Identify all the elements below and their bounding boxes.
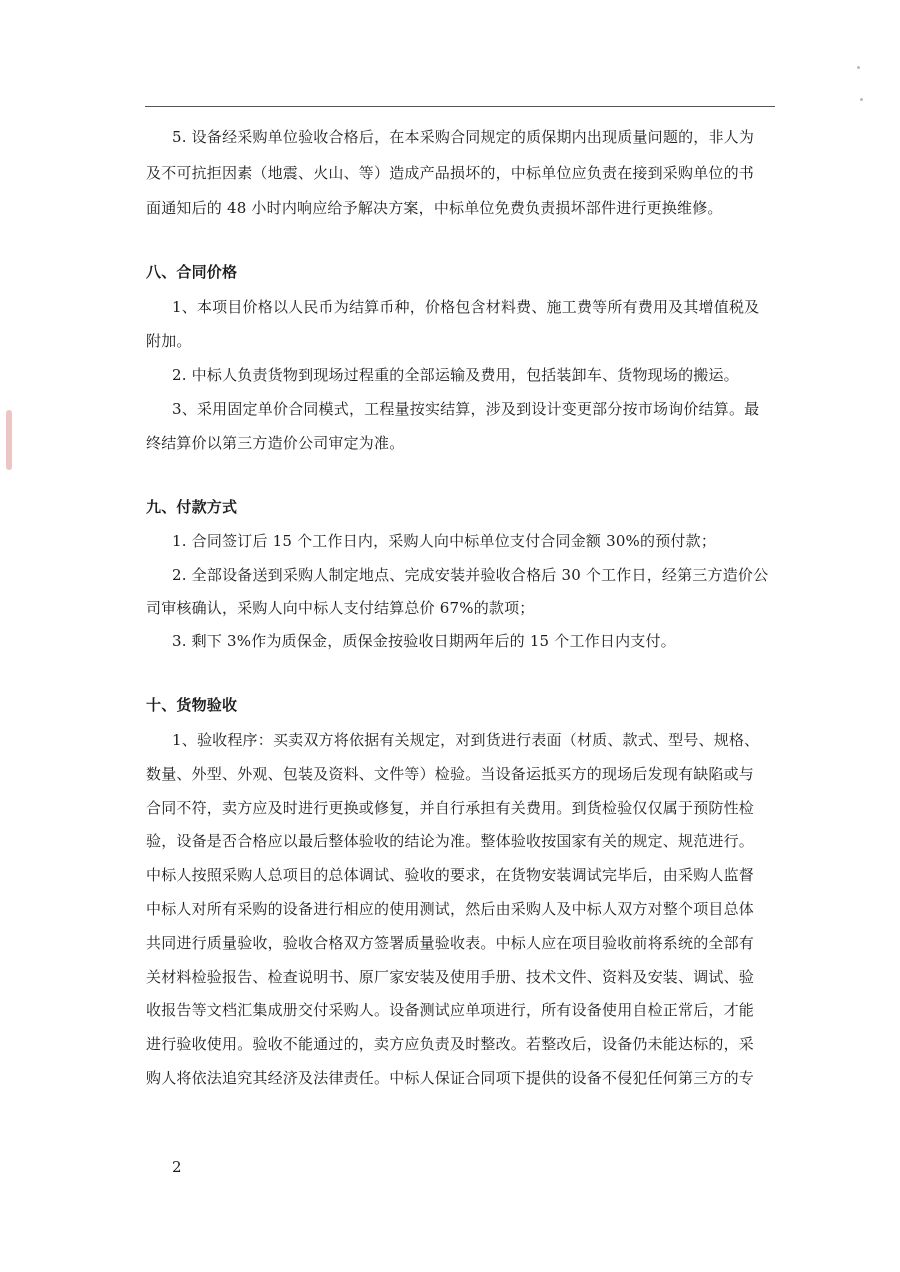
paragraph-line: 及不可抗拒因素（地震、火山、等）造成产品损坏的，中标单位应负责在接到采购单位的书 — [146, 164, 755, 182]
paragraph-line: 附加。 — [146, 332, 192, 350]
page-number: 2 — [172, 1158, 182, 1176]
paragraph-line: 关材料检验报告、检查说明书、原厂家安装及使用手册、技术文件、资料及安装、调试、验 — [146, 968, 755, 986]
paragraph-line: 2. 全部设备送到采购人制定地点、完成安装并验收合格后 30 个工作日，经第三方造价公 — [172, 566, 769, 584]
paragraph-line: 3. 剩下 3%作为质保金，质保金按验收日期两年后的 15 个工作日内支付。 — [172, 632, 676, 650]
paragraph-line: 司审核确认，采购人向中标人支付结算总价 67%的款项； — [146, 599, 535, 617]
paragraph-line: 1. 合同签订后 15 个工作日内，采购人向中标单位支付合同金额 30%的预付款； — [172, 532, 717, 550]
paragraph-line: 面通知后的 48 小时内响应给予解决方案，中标单位免费负责损坏部件进行更换维修。 — [146, 199, 723, 217]
header-rule — [145, 106, 775, 107]
paragraph-line: 购人将依法追究其经济及法律责任。中标人保证合同项下提供的设备不侵犯任何第三方的专 — [146, 1069, 755, 1087]
paragraph-line: 5. 设备经采购单位验收合格后，在本采购合同规定的质保期内出现质量问题的，非人为 — [172, 128, 755, 146]
paragraph-line: 2. 中标人负责货物到现场过程重的全部运输及费用，包括装卸车、货物现场的搬运。 — [172, 366, 739, 384]
section-heading: 九、付款方式 — [146, 498, 238, 516]
paragraph-line: 合同不符，卖方应及时进行更换或修复，并自行承担有关费用。到货检验仅仅属于预防性检 — [146, 799, 755, 817]
paragraph-line: 1、验收程序：买卖双方将依据有关规定，对到货进行表面（材质、款式、型号、规格、 — [172, 731, 760, 749]
section-heading: 十、货物验收 — [146, 696, 238, 714]
paragraph-line: 1、本项目价格以人民币为结算币种，价格包含材料费、施工费等所有费用及其增值税及 — [172, 298, 760, 316]
margin-stamp-mark — [6, 410, 12, 470]
section-heading: 八、合同价格 — [146, 263, 238, 281]
paragraph-line: 数量、外型、外观、包装及资料、文件等）检验。当设备运抵买方的现场后发现有缺陷或与 — [146, 765, 755, 783]
paragraph-line: 中标人对所有采购的设备进行相应的使用测试，然后由采购人及中标人双方对整个项目总体 — [146, 900, 755, 918]
paragraph-line: 收报告等文档汇集成册交付采购人。设备测试应单项进行，所有设备使用自检正常后，才能 — [146, 1001, 755, 1019]
paragraph-line: 进行验收使用。验收不能通过的，卖方应负责及时整改。若整改后，设备仍未能达标的，采 — [146, 1035, 755, 1053]
scan-dot — [857, 66, 860, 69]
paragraph-line: 终结算价以第三方造价公司审定为准。 — [146, 434, 405, 452]
paragraph-line: 中标人按照采购人总项目的总体调试、验收的要求，在货物安装调试完毕后，由采购人监督 — [146, 866, 755, 884]
scan-dot — [860, 98, 863, 101]
paragraph-line: 3、采用固定单价合同模式，工程量按实结算，涉及到设计变更部分按市场询价结算。最 — [172, 400, 760, 418]
paragraph-line: 验，设备是否合格应以最后整体验收的结论为准。整体验收按国家有关的规定、规范进行。 — [146, 832, 755, 850]
paragraph-line: 共同进行质量验收，验收合格双方签署质量验收表。中标人应在项目验收前将系统的全部有 — [146, 934, 755, 952]
